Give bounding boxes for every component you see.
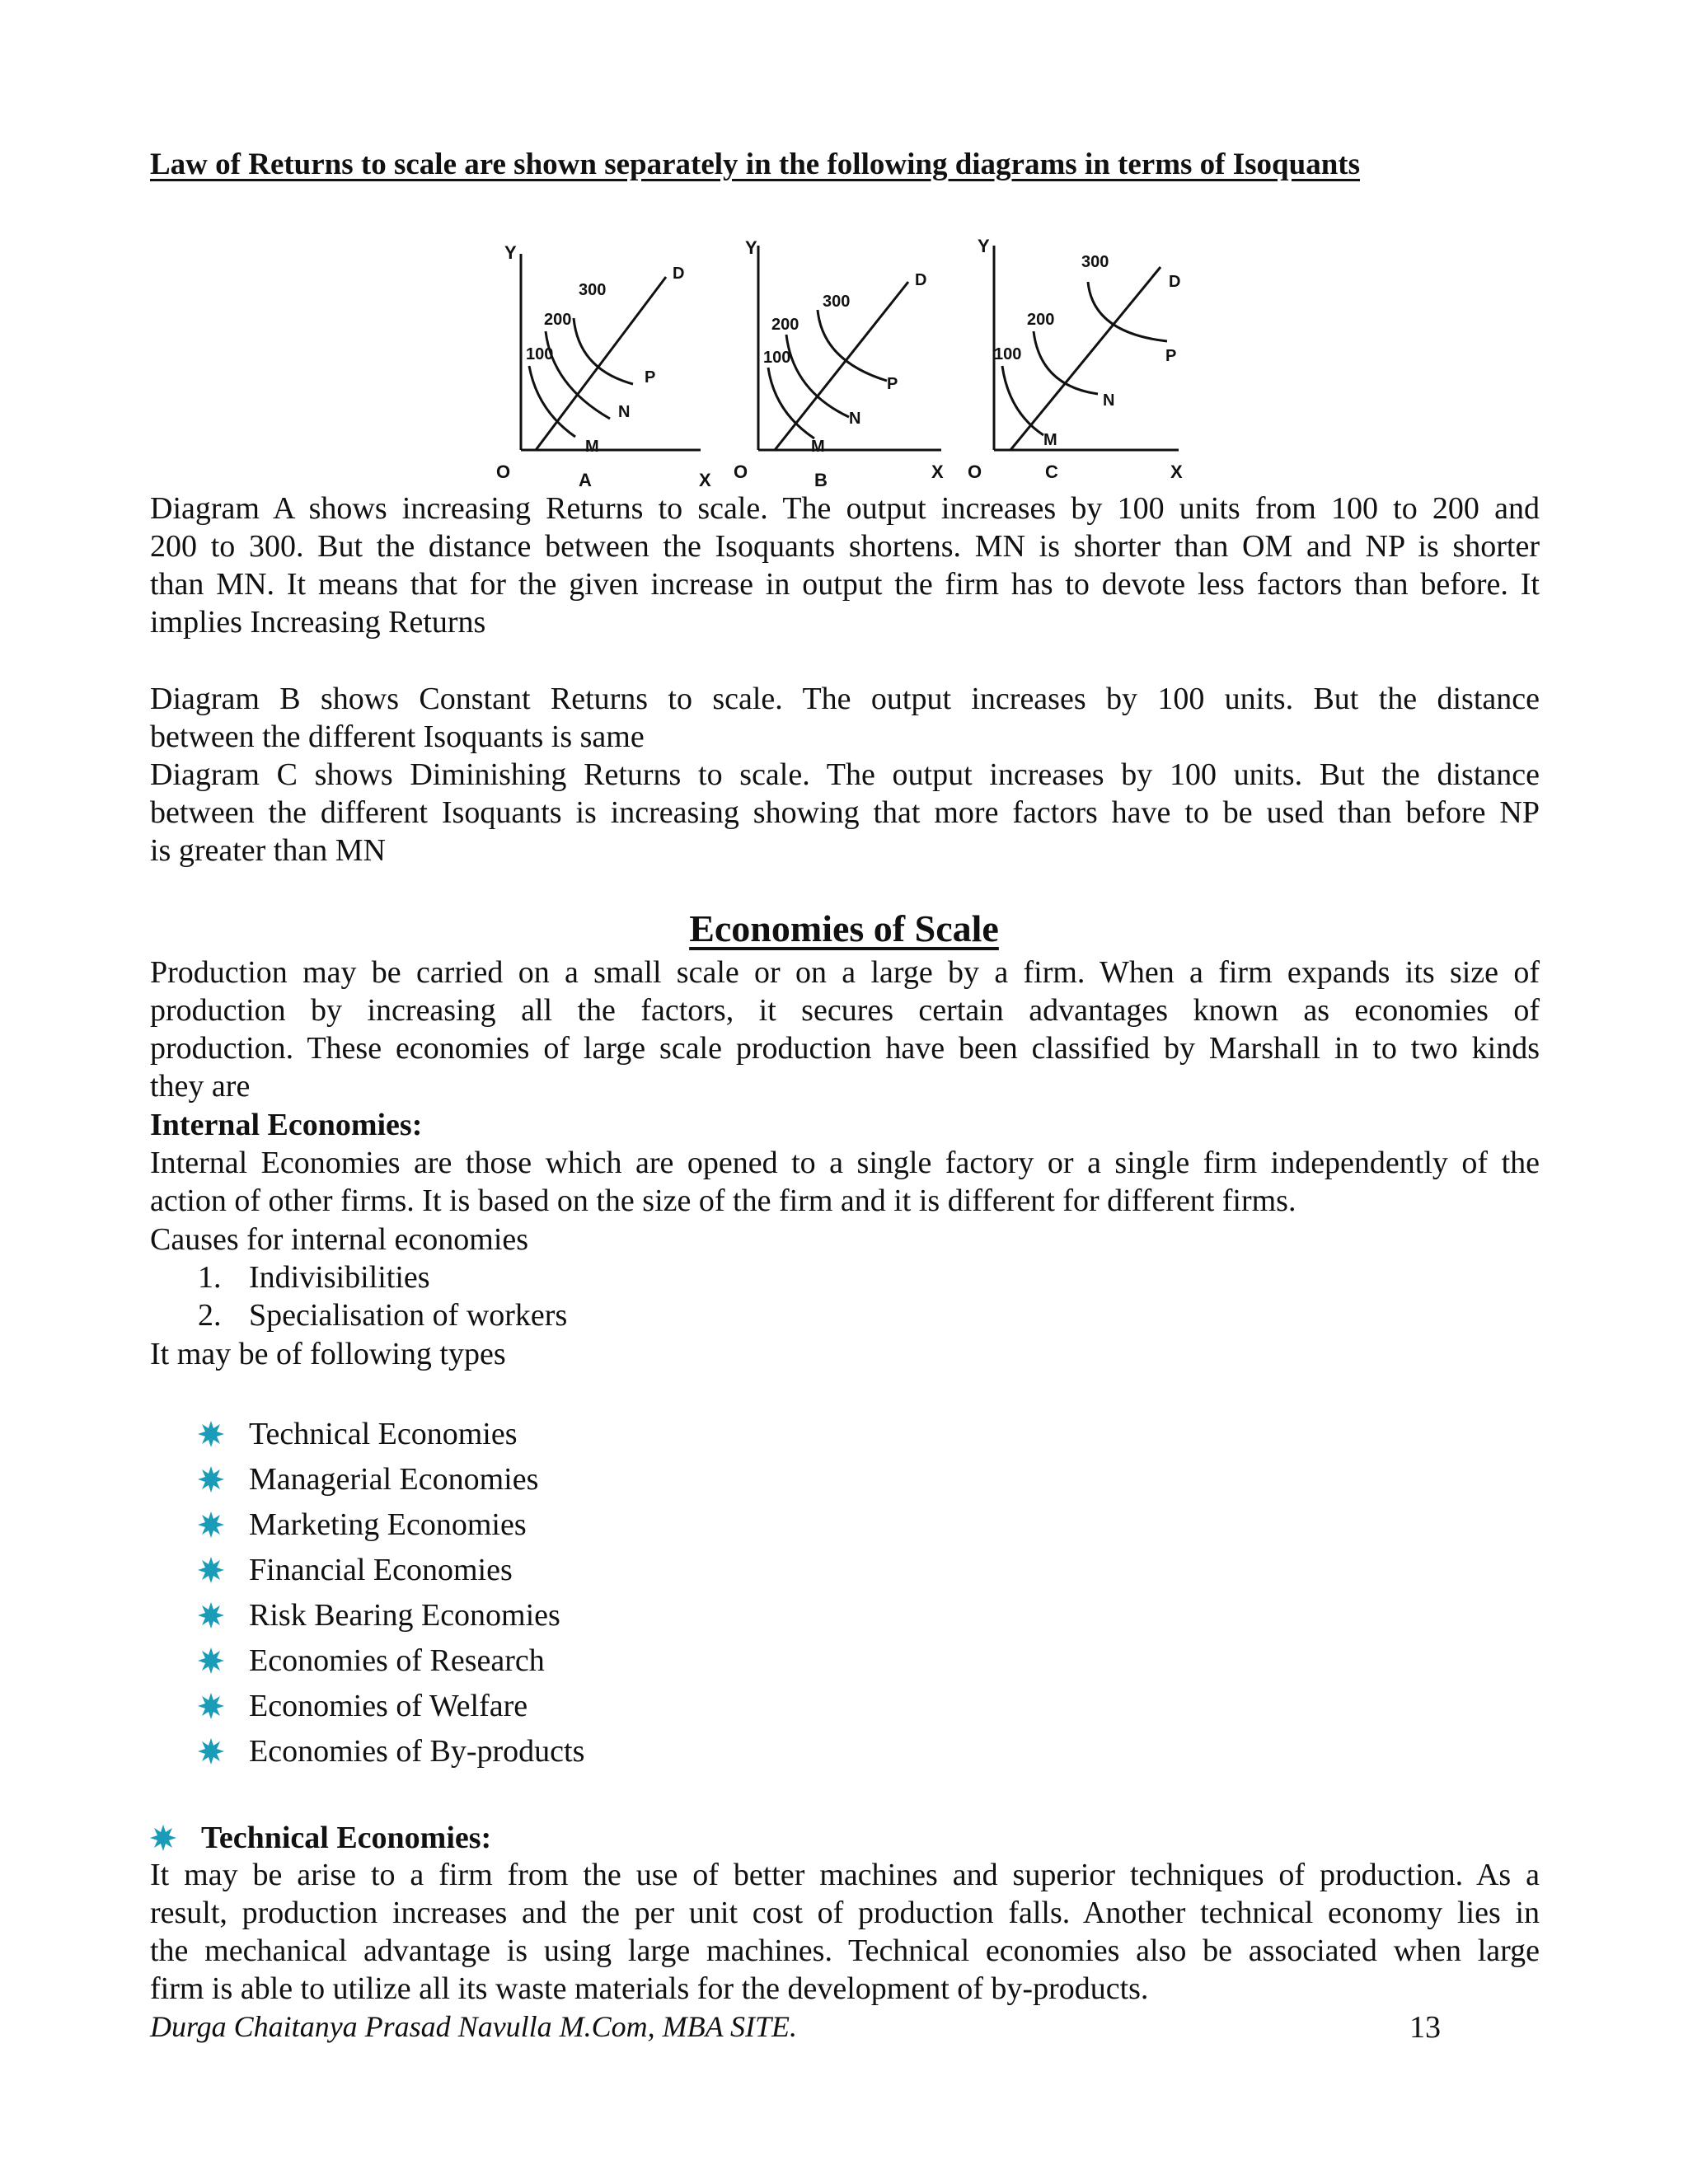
page-number: 13: [1409, 2010, 1441, 2045]
diagram-b: [734, 237, 944, 490]
footer-author: Durga Chaitanya Prasad Navulla M.Com, MBA SITE.: [150, 2010, 797, 2043]
isoquant-label-200: 200: [771, 316, 799, 334]
list-text: Managerial Economies: [249, 1461, 539, 1497]
isoquant-label-300: 300: [823, 293, 851, 311]
list-text: Risk Bearing Economies: [249, 1597, 560, 1633]
point-p: P: [645, 368, 656, 387]
list-item: [198, 1296, 567, 1334]
list-item: [198, 1592, 584, 1638]
x-label: X: [1170, 462, 1183, 482]
isoquant-200: [546, 331, 610, 419]
list-item: [198, 1411, 584, 1456]
y-label: Y: [745, 237, 757, 258]
panel-label: C: [1045, 462, 1058, 482]
diagram-a: [496, 242, 711, 490]
point-m: M: [1043, 431, 1057, 449]
y-label: Y: [504, 242, 517, 263]
burst-bullet-icon: [198, 1738, 249, 1765]
text-line: than MN. It means that for the given increase in output the firm has to devote less factors than before. It: [150, 567, 1540, 602]
text-line: firm is able to utilize all its waste materials for the development of by-products.: [150, 1971, 1149, 2006]
list-text: Technical Economies: [249, 1416, 518, 1451]
x-label: X: [931, 462, 944, 482]
list-text: Financial Economies: [249, 1552, 513, 1587]
point-m: M: [585, 438, 599, 456]
list-number: 1.: [198, 1260, 222, 1295]
expansion-line: [1010, 267, 1160, 450]
burst-bullet-icon: [198, 1511, 249, 1538]
text-line: Diagram C shows Diminishing Returns to scale. The output increases by 100 units. But the distance: [150, 757, 1540, 792]
text-line: Diagram B shows Constant Returns to scale. The output increases by 100 units. But the distance: [150, 682, 1540, 716]
isoquant-label-200: 200: [544, 311, 572, 329]
paragraph-technical-economies: [150, 1856, 1540, 2008]
list-item: [198, 1683, 584, 1728]
paragraph-diagram-b: [150, 680, 1540, 756]
list-item: [198, 1728, 584, 1774]
paragraph-economies-of-scale: [150, 954, 1540, 1105]
point-p: P: [1165, 347, 1177, 365]
types-intro: It may be of following types: [150, 1337, 506, 1371]
text-line: result, production increases and the per unit cost of production falls. Another technical economy lies in: [150, 1896, 1540, 1930]
types-list: [198, 1411, 584, 1774]
isoquant-100: [1002, 366, 1043, 435]
paragraph-diagram-c: [150, 756, 1540, 869]
isoquant-300: [574, 318, 633, 384]
burst-bullet-icon: [150, 1825, 201, 1851]
text-line: Diagram A shows increasing Returns to scale. The output increases by 100 units from 100 to 200 and: [150, 491, 1540, 526]
isoquant-label-100: 100: [994, 345, 1022, 363]
isoquant-label-200: 200: [1027, 311, 1055, 329]
isoquant-label-300: 300: [579, 281, 607, 299]
origin-label: O: [734, 462, 748, 482]
burst-bullet-icon: [198, 1557, 249, 1583]
page-heading: Law of Returns to scale are shown separately in the following diagrams in terms of Isoquants: [150, 148, 1361, 181]
text-line: between the different Isoquants is increasing showing that more factors have to be used than before NP: [150, 795, 1540, 830]
text-line: production by increasing all the factors, it secures certain advantages known as economies of: [150, 993, 1540, 1028]
list-number: 2.: [198, 1298, 222, 1333]
list-item: [198, 1638, 584, 1683]
point-n: N: [1103, 391, 1115, 410]
list-item: [198, 1456, 584, 1502]
point-m: M: [811, 438, 825, 456]
burst-bullet-icon: [198, 1693, 249, 1719]
paragraph-internal-economies: [150, 1144, 1540, 1220]
list-text: Indivisibilities: [249, 1260, 430, 1295]
heading-text: Technical Economies:: [201, 1821, 492, 1855]
text-line: Production may be carried on a small scale or on a large by a firm. When a firm expands its size of: [150, 955, 1540, 990]
text-line: implies Increasing Returns: [150, 605, 486, 640]
point-n: N: [849, 410, 861, 428]
burst-bullet-icon: [198, 1602, 249, 1629]
isoquant-label-100: 100: [526, 345, 554, 363]
isoquant-label-300: 300: [1081, 253, 1109, 271]
point-d: D: [673, 265, 685, 283]
x-label: X: [699, 470, 711, 490]
list-text: Marketing Economies: [249, 1507, 527, 1542]
point-p: P: [887, 375, 898, 393]
burst-bullet-icon: [198, 1466, 249, 1493]
origin-label: O: [968, 462, 982, 482]
list-text: Economies of Welfare: [249, 1688, 528, 1723]
text-line: action of other firms. It is based on the size of the firm and it is different for different firms.: [150, 1183, 1296, 1218]
text-line: production. These economies of large scale production have been classified by Marshall in to two kinds: [150, 1031, 1540, 1066]
point-d: D: [1169, 273, 1181, 291]
list-item: [198, 1258, 567, 1296]
isoquant-200: [786, 335, 849, 417]
text-line: 200 to 300. But the distance between the Isoquants shortens. MN is shorter than OM and NP is shorter: [150, 529, 1540, 564]
isoquant-label-100: 100: [763, 349, 791, 367]
isoquant-200: [1034, 331, 1098, 394]
point-n: N: [618, 403, 631, 421]
isoquant-300: [1088, 282, 1167, 341]
internal-economies-heading: Internal Economies:: [150, 1108, 423, 1142]
list-text: Economies of By-products: [249, 1733, 585, 1769]
text-line: Internal Economies are those which are opened to a single factory or a single firm independently of the: [150, 1146, 1540, 1180]
causes-intro: Causes for internal economies: [150, 1222, 529, 1257]
y-label: Y: [978, 236, 990, 256]
causes-list: [198, 1258, 567, 1334]
panel-label: A: [579, 470, 592, 490]
technical-economies-heading: [150, 1820, 491, 1856]
diagram-c: [968, 236, 1183, 482]
list-item: [198, 1502, 584, 1547]
paragraph-diagram-a: [150, 490, 1540, 641]
isoquant-diagrams: [486, 229, 1212, 493]
list-item: [198, 1547, 584, 1592]
panel-label: B: [814, 470, 828, 490]
burst-bullet-icon: [198, 1421, 249, 1447]
text-line: between the different Isoquants is same: [150, 719, 645, 754]
section-title: Economies of Scale: [689, 907, 999, 949]
text-line: they are: [150, 1069, 251, 1104]
list-text: Specialisation of workers: [249, 1298, 568, 1333]
text-line: the mechanical advantage is using large machines. Technical economies also be associated when large: [150, 1933, 1540, 1968]
list-text: Economies of Research: [249, 1643, 545, 1678]
point-d: D: [915, 271, 927, 289]
text-line: is greater than MN: [150, 833, 386, 868]
origin-label: O: [496, 462, 511, 482]
text-line: It may be arise to a firm from the use of better machines and superior techniques of production. As a: [150, 1858, 1540, 1892]
burst-bullet-icon: [198, 1647, 249, 1674]
